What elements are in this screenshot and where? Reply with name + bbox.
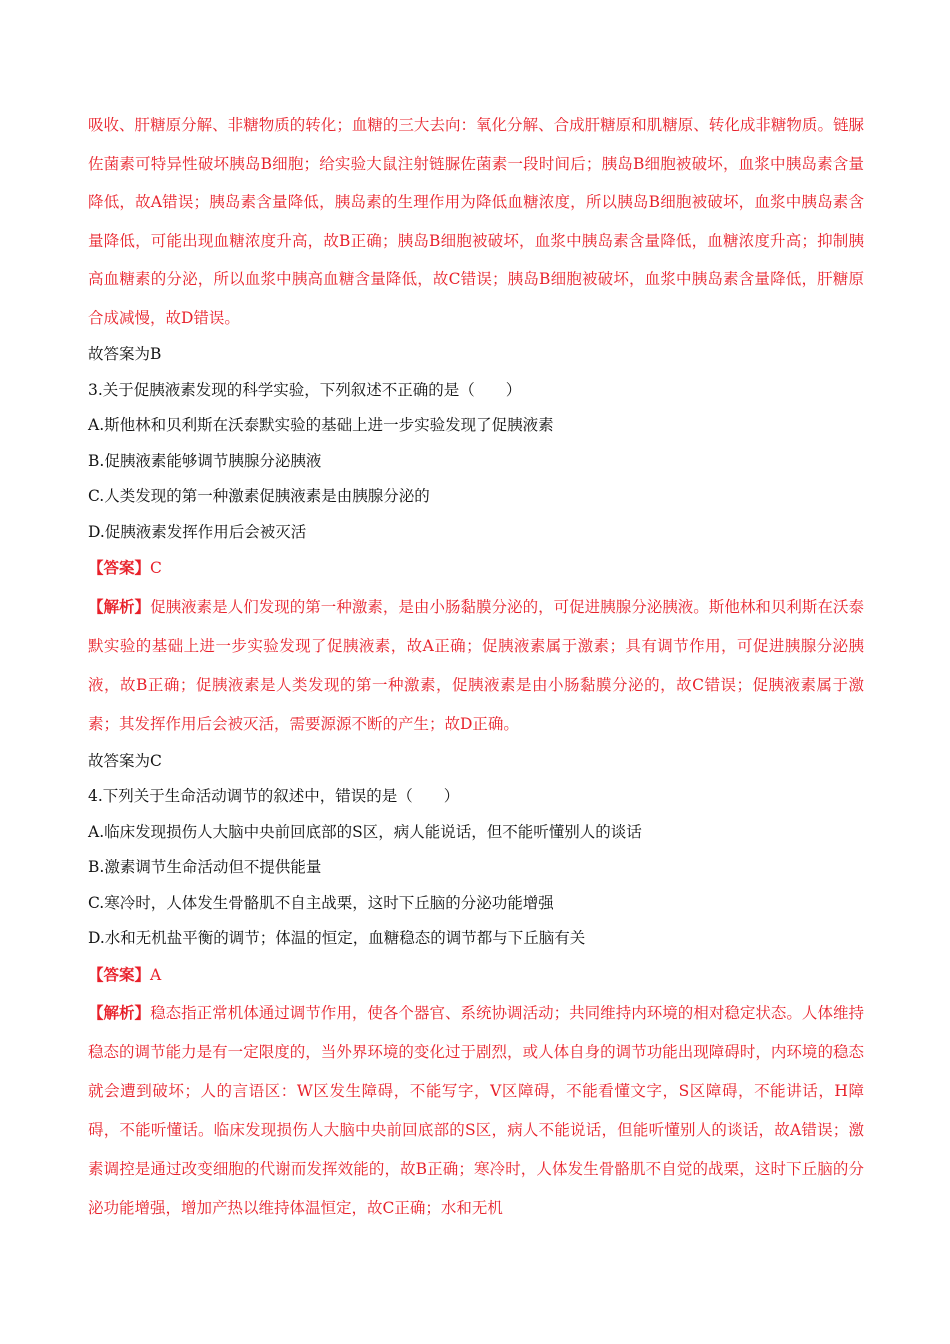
option-b: B.激素调节生命活动但不提供能量	[88, 858, 322, 876]
question-stem: 3.关于促胰液素发现的科学实验，下列叙述不正确的是（ ）	[88, 380, 522, 399]
question-4	[88, 779, 864, 1228]
option-d: D.水和无机盐平衡的调节；体温的恒定，血糖稳态的调节都与下丘脑有关	[88, 929, 586, 947]
option-c: C.人类发现的第一种激素促胰液素是由胰腺分泌的	[88, 487, 430, 505]
question-stem: 4.下列关于生命活动调节的叙述中，错误的是（ ）	[88, 787, 460, 805]
explanation	[88, 993, 864, 1228]
option-d: D.促胰液素发挥作用后会被灭活	[88, 522, 307, 541]
option-a: A.斯他林和贝利斯在沃泰默实验的基础上进一步实验发现了促胰液素	[88, 416, 554, 434]
answer-value: C	[150, 559, 162, 577]
prev-explanation-text: 吸收、肝糖原分解、非糖物质的转化；血糖的三大去向：氧化分解、合成肝糖原和肌糖原、转化成非糖物质。链脲佐菌素可特异性破坏胰岛B细胞；给实验大鼠注射链脲佐菌素一段时间后；胰岛B细胞被破坏，血浆中胰岛素含量降低，故A错误；胰岛素含量降低，胰岛素的生理作用为降低血糖浓度，所以胰岛B细胞被破坏，血浆中胰岛素含量降低，可能出现血糖浓度升高，故B正确；胰岛B细胞被破坏，血浆中胰岛素含量降低，血糖浓度升高；抑制胰高血糖素的分泌，所以血浆中胰高血糖含量降低，故C错误；胰岛B细胞被破坏，血浆中胰岛素含量降低，肝糖原合成减慢，故D错误。	[88, 116, 864, 327]
explanation-text: 促胰液素是人们发现的第一种激素，是由小肠黏膜分泌的，可促进胰腺分泌胰液。斯他林和贝利斯在沃泰默实验的基础上进一步实验发现了促胰液素，故A正确；促胰液素属于激素；具有调节作用，可促进胰腺分泌胰液，故B正确；促胰液素是人类发现的第一种激素，促胰液素是由小肠黏膜分泌的，故C错误；促胰液素属于激素；其发挥作用后会被灭活，需要源源不断的产生；故D正确。	[88, 597, 864, 733]
question-3	[88, 373, 864, 780]
explanation	[88, 587, 864, 744]
explanation-tag: 【解析】	[88, 1003, 151, 1022]
answer-line	[88, 957, 864, 994]
option-b: B.促胰液素能够调节胰腺分泌胰液	[88, 451, 322, 470]
answer-line	[88, 550, 864, 587]
document-page	[88, 106, 864, 1228]
option-a: A.临床发现损伤人大脑中央前回底部的S区，病人能说话，但不能听懂别人的谈话	[88, 822, 642, 841]
answer-tag: 【答案】	[88, 964, 151, 984]
explanation-text: 稳态指正常机体通过调节作用，使各个器官、系统协调活动；共同维持内环境的相对稳定状态。人体维持稳态的调节能力是有一定限度的，当外界环境的变化过于剧烈，或人体自身的调节功能出现障碍时，内环境的稳态就会遭到破坏；人的言语区：W区发生障碍，不能写字，V区障碍，不能看懂文字，S区障碍，不能讲话，H障碍，不能听懂话。临床发现损伤人大脑中央前回底部的S区，病人不能说话，但能听懂别人的谈话，故A错误；激素调控是通过改变细胞的代谢而发挥效能的，故B正确；寒冷时，人体发生骨骼肌不自觉的战栗，这时下丘脑的分泌功能增强，增加产热以维持体温恒定，故C正确；水和无机	[88, 1004, 864, 1217]
conclusion: 故答案为C	[88, 751, 162, 770]
prev-conclusion: 故答案为B	[88, 345, 162, 363]
option-c: C.寒冷时，人体发生骨骼肌不自主战栗，这时下丘脑的分泌功能增强	[88, 893, 554, 912]
answer-value: A	[150, 965, 162, 984]
explanation-tag: 【解析】	[88, 596, 151, 616]
answer-tag: 【答案】	[88, 558, 151, 577]
